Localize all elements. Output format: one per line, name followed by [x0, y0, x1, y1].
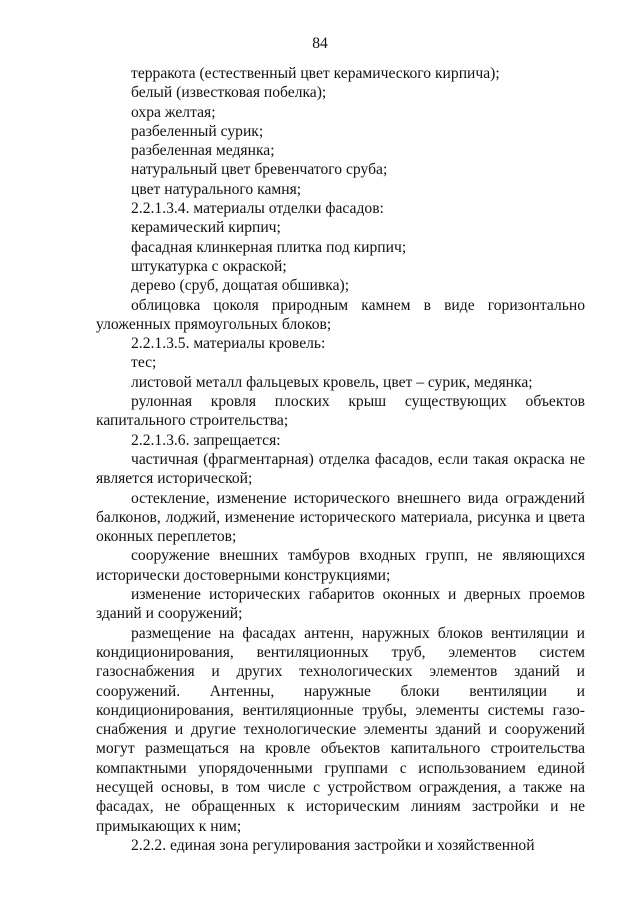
paragraph: облицовка цоколя природным камнем в виде горизонтально уложенных прямоугольных блоков; — [96, 296, 585, 333]
page-number: 84 — [312, 35, 328, 52]
section-heading: 2.2.1.3.6. запрещается: — [131, 431, 281, 449]
paragraph: листовой металл фальцевых кровель, цвет – сурик, медянка; — [131, 373, 533, 391]
paragraph: штукатурка с окраской; — [131, 257, 287, 275]
paragraph: терракота (естественный цвет керамического кирпича); — [131, 65, 500, 82]
paragraph: остекление, изменение исторического внешнего вида ограждений балконов, лоджий, изменение исторического материала, рисунка и цвета оконных переплетов; — [96, 489, 585, 546]
paragraph: сооружение внешних тамбуров входных групп, не являющихся исторически достоверными конструкциями; — [96, 547, 585, 584]
paragraph: охра желтая; — [131, 103, 216, 121]
paragraph: рулонная кровля плоских крыш существующих объектов капитального строительства; — [96, 393, 585, 430]
paragraph: цвет натурального камня; — [131, 180, 302, 198]
paragraph: изменение исторических габаритов оконных и дверных проемов зданий и сооружений; — [96, 586, 585, 623]
paragraph: белый (известковая побелка); — [131, 84, 327, 102]
paragraph: разбеленный сурик; — [131, 122, 264, 140]
paragraph: натуральный цвет бревенчатого сруба; — [131, 161, 388, 179]
paragraph: дерево (сруб, дощатая обшивка); — [131, 277, 350, 295]
paragraph: керамический кирпич; — [131, 219, 281, 237]
section-heading: 2.2.2. единая зона регулирования застройки и хозяйственной — [131, 836, 535, 854]
paragraph: разбеленная медянка; — [131, 142, 275, 160]
paragraph: фасадная клинкерная плитка под кирпич; — [131, 238, 407, 256]
paragraph: частичная (фрагментарная) отделка фасадов, если такая окраска не является исторической; — [96, 450, 585, 488]
paragraph: тес; — [131, 354, 157, 372]
section-heading: 2.2.1.3.4. материалы отделки фасадов: — [131, 200, 384, 218]
paragraph: размещение на фасадах антенн, наружных блоков вентиляции и кондиционирования, вентиляционных труб, элементов систем газоснабжения и других технологических элементов зданий и сооружений. Антенны, наружные блоки вентиляции и кондиционирования, вентиляционные трубы, элементы системы газо-снабжения и другие технологические элементы зданий и сооружений могут размещаться на кровле объектов капитального строительства компактными упорядоченными группами с использованием единой несущей основы, в том числе с устройством ограждения, а также на фасадах, не обращенных к историческим линиям застройки и не примыкающих к ним; — [96, 624, 585, 835]
section-heading: 2.2.1.3.5. материалы кровель: — [131, 335, 326, 353]
document-body — [96, 64, 585, 855]
